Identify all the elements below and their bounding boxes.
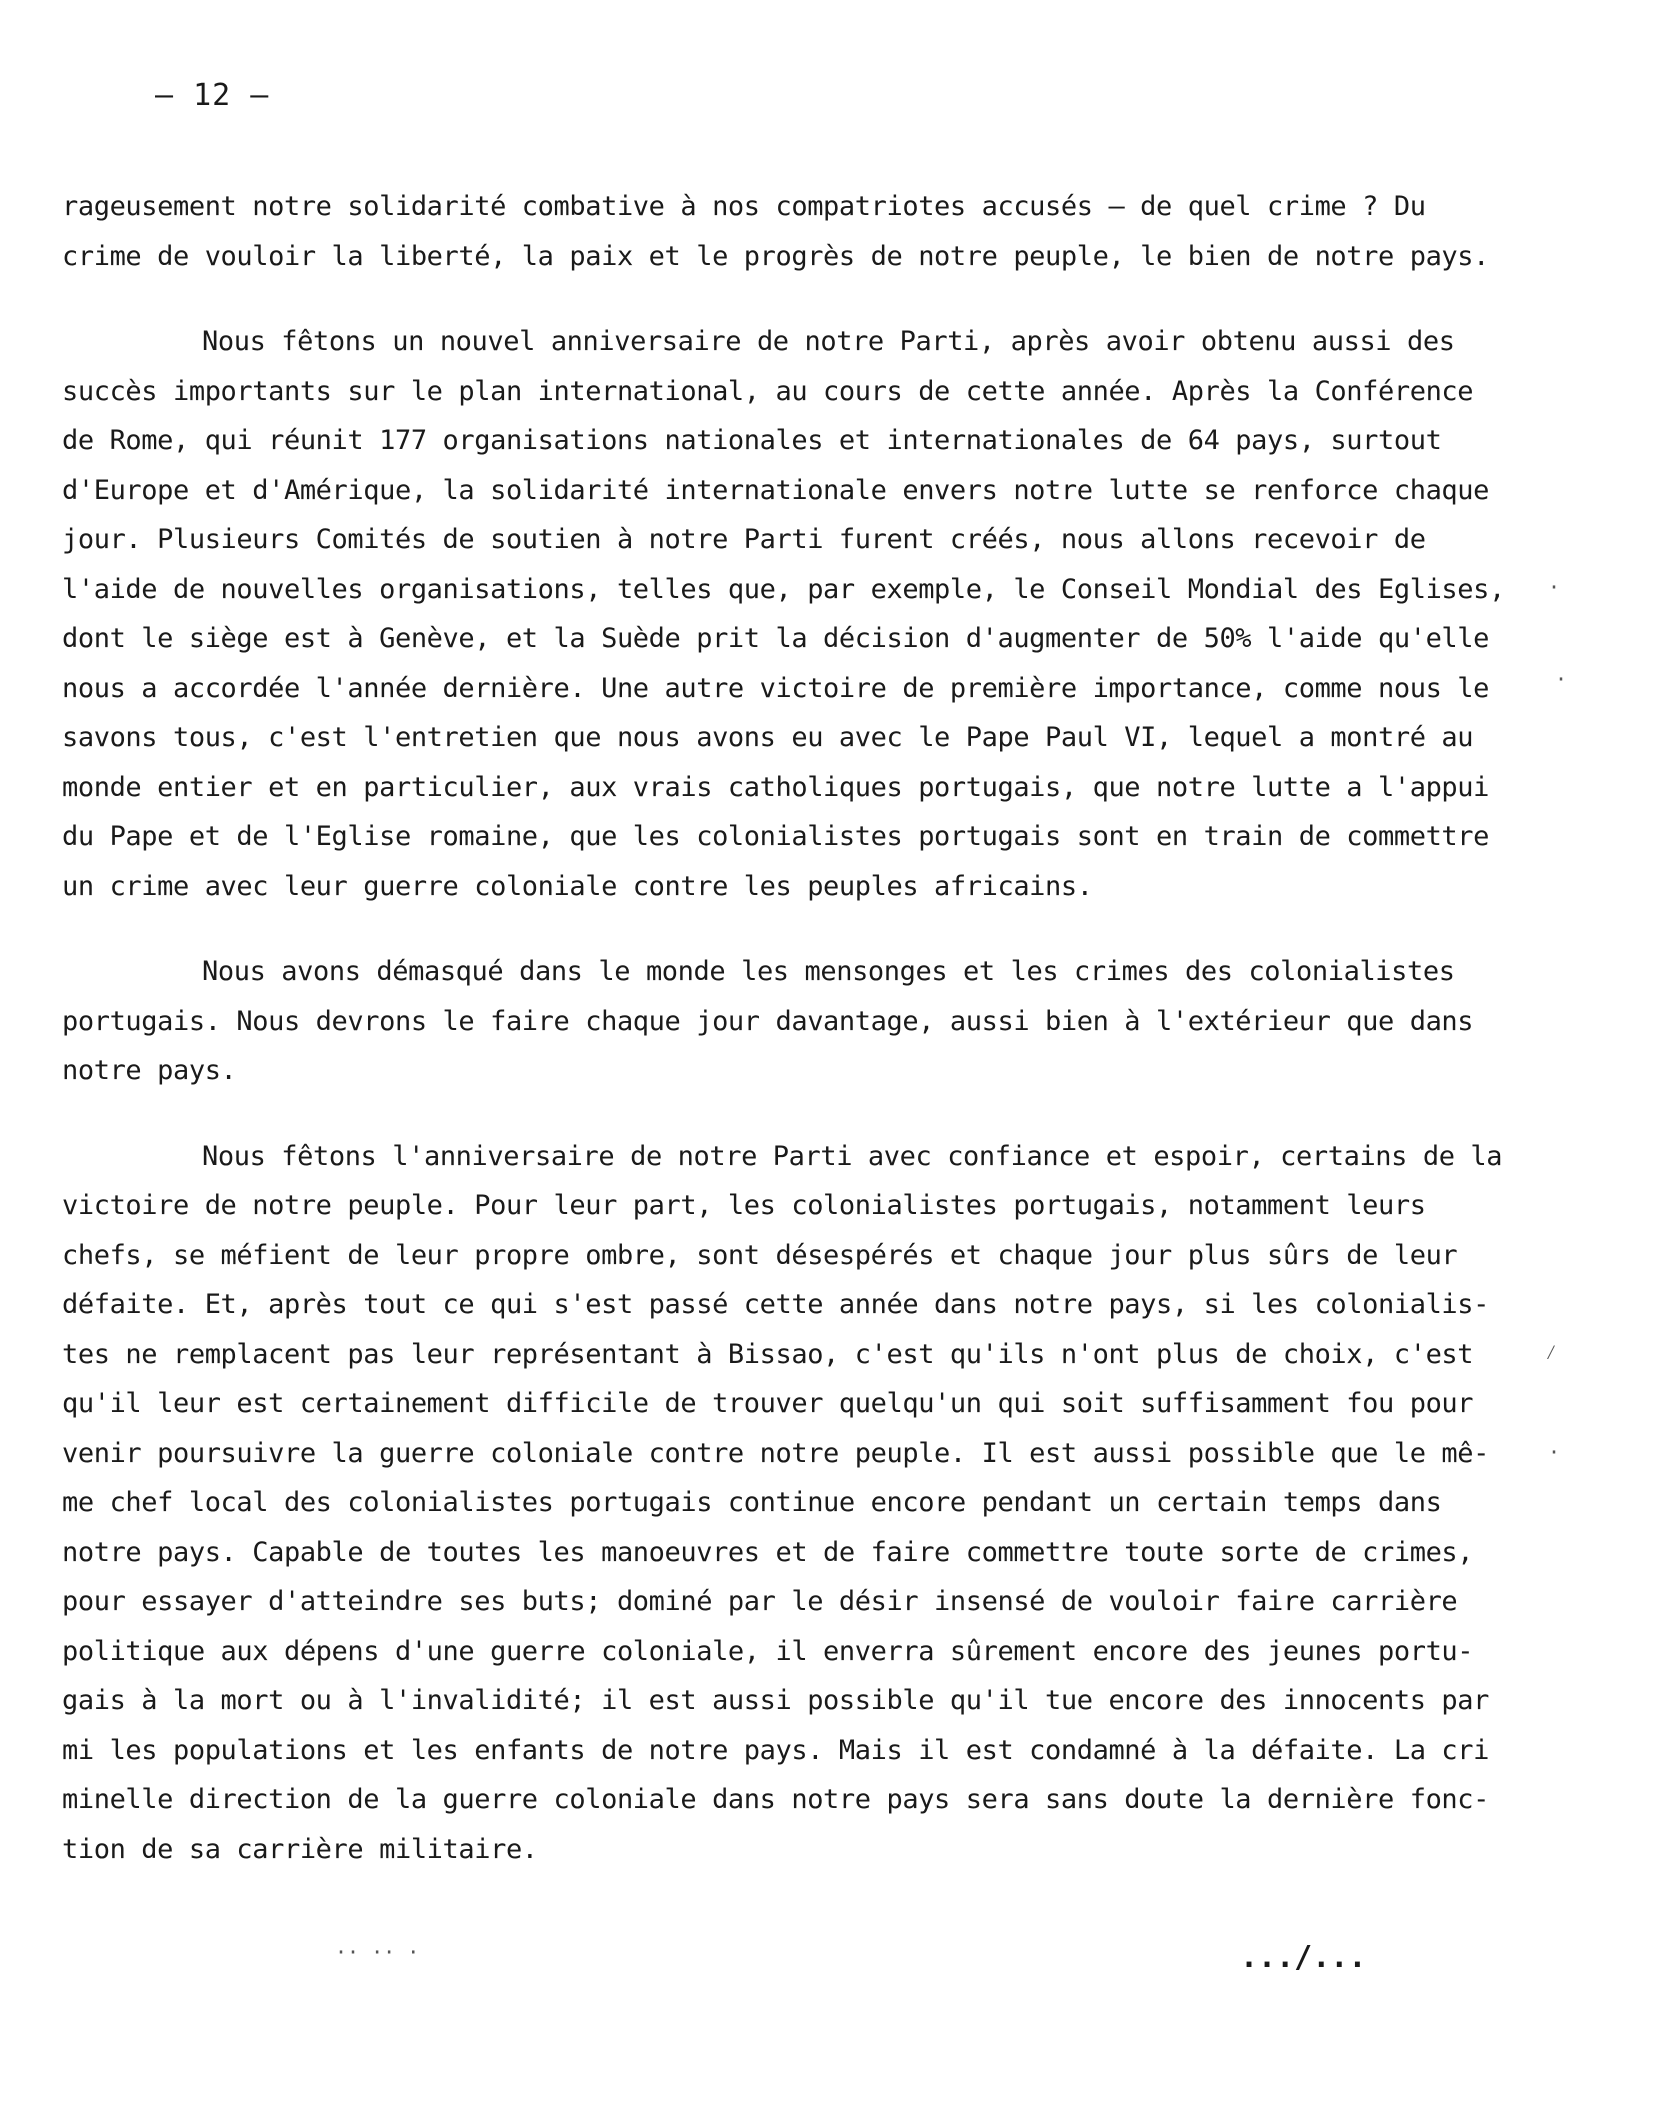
paragraph [62, 947, 1502, 1096]
text-line: un crime avec leur guerre coloniale contre les peuples africains. [62, 870, 1093, 902]
body-text [62, 182, 1505, 1910]
text-line: succès importants sur le plan international, au cours de cette année. Après la Conférence [62, 375, 1474, 407]
text-line: d'Europe et d'Amérique, la solidarité internationale envers notre lutte se renforce chaque [62, 474, 1489, 506]
text-line: mi les populations et les enfants de notre pays. Mais il est condamné à la défaite. La cri [62, 1734, 1489, 1766]
text-line: l'aide de nouvelles organisations, telles que, par exemple, le Conseil Mondial des Eglises, [62, 573, 1505, 605]
text-line: monde entier et en particulier, aux vrais catholiques portugais, que notre lutte a l'appui [62, 771, 1489, 803]
text-line: Nous avons démasqué dans le monde les mensonges et les crimes des colonialistes [202, 956, 1455, 987]
text-line: tes ne remplacent pas leur représentant à Bissao, c'est qu'ils n'ont plus de choix, c'est [62, 1338, 1474, 1370]
text-line: venir poursuivre la guerre coloniale contre notre peuple. Il est aussi possible que le mê- [62, 1437, 1489, 1469]
text-line: Nous fêtons l'anniversaire de notre Parti avec confiance et espoir, certains de la [202, 1140, 1503, 1172]
scan-speck: · [1548, 1440, 1561, 1464]
text-line: jour. Plusieurs Comités de soutien à notre Parti furent créés, nous allons recevoir de [62, 524, 1426, 555]
text-line: chefs, se méfient de leur propre ombre, sont désespérés et chaque jour plus sûrs de leur [62, 1239, 1458, 1271]
text-line: gais à la mort ou à l'invalidité; il est aussi possible qu'il tue encore des innocents par [62, 1685, 1489, 1716]
text-line: victoire de notre peuple. Pour leur part, les colonialistes portugais, notamment leurs [62, 1190, 1426, 1221]
text-line: pour essayer d'atteindre ses buts; dominé par le désir insensé de vouloir faire carrière [62, 1586, 1458, 1617]
text-line: défaite. Et, après tout ce qui s'est passé cette année dans notre pays, si les colonialis- [62, 1289, 1489, 1320]
text-line: rageusement notre solidarité combative à nos compatriotes accusés – de quel crime ? Du [62, 191, 1426, 222]
text-line: du Pape et de l'Eglise romaine, que les colonialistes portugais sont en train de commettre [62, 821, 1489, 852]
continuation-marker: .../... [1240, 1940, 1367, 1975]
paragraph [62, 182, 1502, 281]
text-line: minelle direction de la guerre coloniale dans notre pays sera sans doute la dernière fonc- [62, 1784, 1489, 1815]
text-line: de Rome, qui réunit 177 organisations nationales et internationales de 64 pays, surtout [62, 425, 1442, 456]
text-line: qu'il leur est certainement difficile de trouver quelqu'un qui soit suffisamment fou pour [62, 1388, 1474, 1419]
text-line: savons tous, c'est l'entretien que nous avons eu avec le Pape Paul VI, lequel a montré au [62, 722, 1474, 753]
paragraph [62, 1132, 1502, 1875]
scan-speck: ·· ·· · [335, 1940, 420, 1964]
text-line: tion de sa carrière militaire. [62, 1833, 538, 1865]
text-line: nous a accordée l'année dernière. Une autre victoire de première importance, comme nous le [62, 672, 1489, 704]
text-line: portugais. Nous devrons le faire chaque jour davantage, aussi bien à l'extérieur que dans [62, 1005, 1474, 1037]
paragraph [62, 317, 1505, 911]
text-line: notre pays. Capable de toutes les manoeuvres et de faire commettre toute sorte de crimes, [62, 1536, 1474, 1568]
text-line: dont le siège est à Genève, et la Suède prit la décision d'augmenter de 50% l'aide qu'elle [62, 623, 1489, 654]
text-line: Nous fêtons un nouvel anniversaire de notre Parti, après avoir obtenu aussi des [202, 326, 1455, 357]
scan-speck: · [1555, 667, 1568, 691]
page-number: – 12 – [155, 78, 270, 113]
text-line: me chef local des colonialistes portugais continue encore pendant un certain temps dans [62, 1487, 1442, 1518]
scan-speck: · [1548, 575, 1561, 599]
text-line: notre pays. [62, 1055, 237, 1086]
scan-speck: ⁄ [1545, 1340, 1558, 1364]
text-line: crime de vouloir la liberté, la paix et le progrès de notre peuple, le bien de notre pays. [62, 240, 1489, 272]
text-line: politique aux dépens d'une guerre coloniale, il enverra sûrement encore des jeunes portu- [62, 1635, 1474, 1667]
